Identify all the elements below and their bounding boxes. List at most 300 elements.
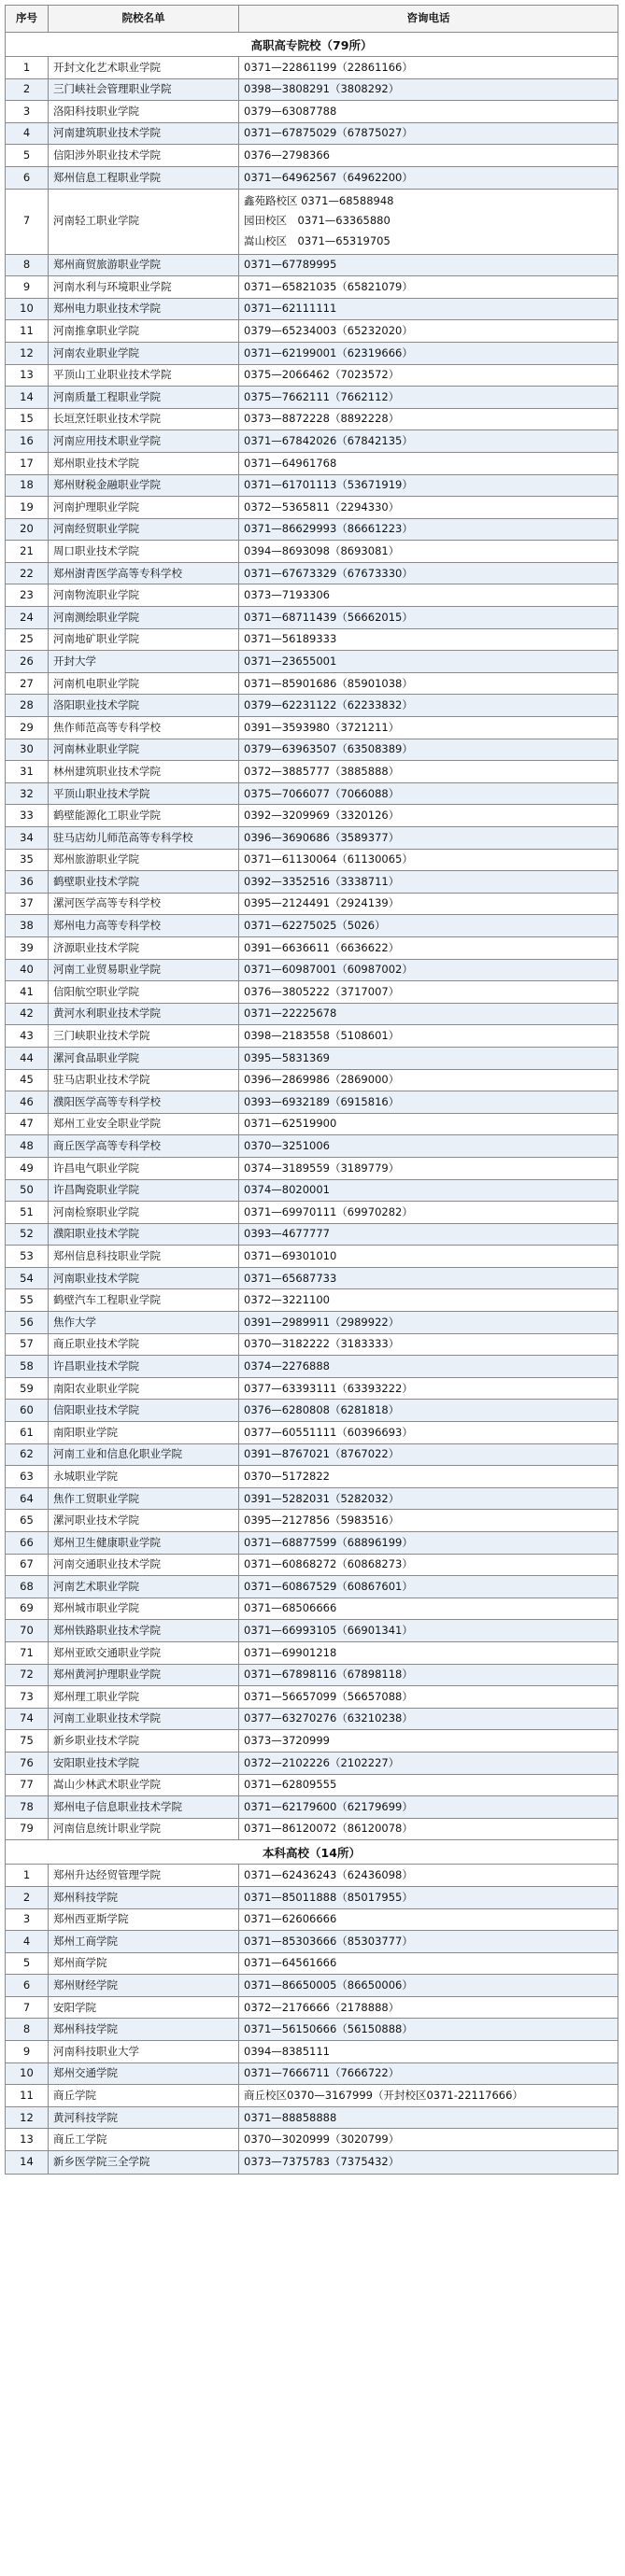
table-row <box>6 299 618 321</box>
table-row <box>6 1091 618 1114</box>
phone-number: 0391—5282031（5282032） <box>244 1491 400 1505</box>
table-row <box>6 1686 618 1709</box>
phone-number: 0371—66993105（66901341） <box>244 1624 413 1638</box>
table-row <box>6 1289 618 1312</box>
phone-cell <box>239 2041 618 2062</box>
phone-cell <box>239 475 618 497</box>
row-number: 1 <box>6 57 49 78</box>
table-row <box>6 1135 618 1158</box>
row-number: 77 <box>6 1775 49 1796</box>
row-number: 48 <box>6 1135 49 1157</box>
school-name: 河南交通职业技术学院 <box>49 1555 239 1576</box>
school-name: 三门峡职业技术学院 <box>49 1025 239 1047</box>
phone-cell <box>239 1642 618 1664</box>
school-name: 郑州理工职业学院 <box>49 1686 239 1708</box>
phone-number: 0396—3690686（3589377） <box>244 830 400 844</box>
table-row <box>6 101 618 123</box>
table-row <box>6 1730 618 1753</box>
phone-cell <box>239 1819 618 1840</box>
phone-cell <box>239 1953 618 1975</box>
row-number: 78 <box>6 1796 49 1818</box>
school-name: 郑州铁路职业技术学院 <box>49 1620 239 1641</box>
phone-cell <box>239 79 618 101</box>
phone-cell <box>239 1004 618 1025</box>
phone-number: 0373—8872228（8892228） <box>244 412 400 426</box>
phone-cell <box>239 1887 618 1908</box>
phone-number: 0379—62231122（62233832） <box>244 698 413 712</box>
table-row <box>6 651 618 673</box>
row-number: 10 <box>6 2063 49 2085</box>
phone-number: 0371—56657099（56657088） <box>244 1689 413 1703</box>
row-number: 29 <box>6 717 49 739</box>
row-number: 8 <box>6 2019 49 2040</box>
phone-number: 0371—23655001 <box>244 654 337 668</box>
school-name: 河南信息统计职业学院 <box>49 1819 239 1840</box>
phone-cell <box>239 1334 618 1356</box>
phone-number: 0371—61701113（53671919） <box>244 478 413 492</box>
phone-number: 0371—64561666 <box>244 1956 337 1970</box>
row-number: 33 <box>6 805 49 826</box>
table-row <box>6 937 618 960</box>
phone-number: 0375—7662111（7662112） <box>244 389 400 403</box>
row-number: 13 <box>6 2129 49 2150</box>
table-row <box>6 739 618 762</box>
phone-number: 0371—56189333 <box>244 632 337 646</box>
row-number: 24 <box>6 607 49 628</box>
phone-cell <box>239 1180 618 1202</box>
table-row <box>6 1532 618 1555</box>
school-name: 鹤壁职业技术学院 <box>49 871 239 893</box>
header-school: 院校名单 <box>49 6 239 32</box>
phone-cell <box>239 1975 618 1996</box>
school-contact-table <box>5 5 618 2175</box>
table-row <box>6 1246 618 1268</box>
row-number: 6 <box>6 167 49 189</box>
table-row <box>6 1202 618 1224</box>
phone-cell <box>239 1730 618 1752</box>
row-number: 76 <box>6 1753 49 1774</box>
school-name: 河南经贸职业学院 <box>49 519 239 541</box>
row-number: 11 <box>6 320 49 342</box>
table-row <box>6 167 618 190</box>
row-number: 38 <box>6 915 49 936</box>
table-row <box>6 1620 618 1642</box>
school-name: 郑州信息工程职业学院 <box>49 167 239 189</box>
phone-cell <box>239 320 618 342</box>
table-row <box>6 276 618 299</box>
phone-cell <box>239 1931 618 1952</box>
school-name: 许昌职业技术学院 <box>49 1356 239 1377</box>
row-number: 67 <box>6 1555 49 1576</box>
table-row <box>6 1158 618 1180</box>
row-number: 51 <box>6 1202 49 1223</box>
row-number: 59 <box>6 1378 49 1400</box>
table-row <box>6 915 618 937</box>
phone-cell <box>239 2019 618 2040</box>
phone-number: 0371—64962567（64962200） <box>244 170 413 184</box>
phone-number: 0371—68711439（56662015） <box>244 610 413 624</box>
phone-number: 0371—68877599（68896199） <box>244 1535 413 1549</box>
table-body <box>6 33 618 2174</box>
phone-number: 0376—3805222（3717007） <box>244 984 400 998</box>
phone-cell <box>239 1356 618 1377</box>
table-row <box>6 1953 618 1976</box>
school-name: 驻马店职业技术学院 <box>49 1070 239 1091</box>
row-number: 25 <box>6 629 49 651</box>
school-name: 河南质量工程职业学院 <box>49 387 239 408</box>
phone-number: 0371—61130064（61130065） <box>244 852 413 866</box>
phone-number: 0371—67789995 <box>244 258 337 272</box>
table-row <box>6 894 618 916</box>
school-name: 济源职业技术学院 <box>49 937 239 959</box>
row-number: 50 <box>6 1180 49 1202</box>
school-name: 河南工业和信息化职业学院 <box>49 1444 239 1466</box>
row-number: 23 <box>6 584 49 606</box>
row-number: 18 <box>6 475 49 497</box>
table-row <box>6 1048 618 1070</box>
phone-number: 0375—2066462（7023572） <box>244 368 400 382</box>
table-row <box>6 1070 618 1092</box>
table-row <box>6 850 618 872</box>
phone-cell <box>239 2085 618 2106</box>
phone-cell <box>239 409 618 430</box>
phone-cell <box>239 850 618 871</box>
table-row <box>6 2107 618 2130</box>
phone-number: 0371—62275025（5026） <box>244 919 386 933</box>
table-row <box>6 1665 618 1687</box>
school-name: 河南艺术职业学院 <box>49 1576 239 1598</box>
school-name: 鹤壁汽车工程职业学院 <box>49 1289 239 1311</box>
phone-cell <box>239 1135 618 1157</box>
row-number: 34 <box>6 827 49 849</box>
school-name: 河南职业技术学院 <box>49 1268 239 1289</box>
phone-cell <box>239 629 618 651</box>
table-header <box>6 6 618 33</box>
phone-cell <box>239 57 618 78</box>
school-name: 河南检察职业学院 <box>49 1202 239 1223</box>
school-name: 信阳航空职业学院 <box>49 981 239 1003</box>
school-name: 郑州科技学院 <box>49 1887 239 1908</box>
phone-cell <box>239 651 618 672</box>
school-name: 长垣烹饪职业技术学院 <box>49 409 239 430</box>
row-number: 12 <box>6 2107 49 2129</box>
school-name: 洛阳职业技术学院 <box>49 695 239 716</box>
school-name: 河南物流职业学院 <box>49 584 239 606</box>
school-name: 郑州财税金融职业学院 <box>49 475 239 497</box>
table-row <box>6 2151 618 2174</box>
row-number: 19 <box>6 497 49 518</box>
section-title: 高职高专院校（79所） <box>6 33 618 57</box>
row-number: 45 <box>6 1070 49 1091</box>
phone-number: 0371—60987001（60987002） <box>244 963 413 977</box>
school-name: 河南水利与环境职业学院 <box>49 276 239 298</box>
phone-number: 0370—3020999（3020799） <box>244 2133 400 2147</box>
phone-number: 0379—63963507（63508389） <box>244 742 413 756</box>
row-number: 71 <box>6 1642 49 1664</box>
phone-number: 0371—85303666（85303777） <box>244 1934 413 1948</box>
school-name: 安阳职业技术学院 <box>49 1753 239 1774</box>
table-row <box>6 1422 618 1444</box>
phone-number: 0371—7666711（7666722） <box>244 2066 400 2080</box>
row-number: 79 <box>6 1819 49 1840</box>
phone-cell <box>239 2151 618 2174</box>
table-row <box>6 761 618 783</box>
phone-number: 0398—3808291（3808292） <box>244 82 400 96</box>
row-number: 74 <box>6 1709 49 1730</box>
phone-cell <box>239 1775 618 1796</box>
table-row <box>6 409 618 431</box>
phone-cell <box>239 2063 618 2085</box>
school-name: 驻马店幼儿师范高等专科学校 <box>49 827 239 849</box>
phone-number: 0371—86629993（86661223） <box>244 522 413 536</box>
phone-cell <box>239 1114 618 1135</box>
phone-cell <box>239 387 618 408</box>
table-row <box>6 1796 618 1819</box>
school-name: 郑州电子信息职业技术学院 <box>49 1796 239 1818</box>
phone-cell <box>239 1378 618 1400</box>
school-name: 商丘学院 <box>49 2085 239 2106</box>
school-name: 漯河食品职业学院 <box>49 1048 239 1069</box>
phone-cell <box>239 1048 618 1069</box>
table-row <box>6 673 618 696</box>
table-row <box>6 475 618 498</box>
phone-number: 0371—56150666（56150888） <box>244 2022 413 2036</box>
school-name: 商丘职业技术学院 <box>49 1334 239 1356</box>
row-number: 32 <box>6 783 49 805</box>
phone-cell <box>239 1422 618 1443</box>
phone-cell <box>239 1532 618 1554</box>
school-name: 郑州职业技术学院 <box>49 453 239 474</box>
school-name: 平顶山职业技术学院 <box>49 783 239 805</box>
school-name: 河南建筑职业技术学院 <box>49 123 239 145</box>
row-number: 56 <box>6 1312 49 1333</box>
school-name: 郑州商学院 <box>49 1953 239 1975</box>
phone-number: 0372—2176666（2178888） <box>244 2000 400 2014</box>
row-number: 14 <box>6 2151 49 2174</box>
table-row <box>6 1356 618 1378</box>
phone-number: 0374—2276888 <box>244 1358 330 1372</box>
phone-number: 0395—2124491（2924139） <box>244 896 400 910</box>
row-number: 17 <box>6 453 49 474</box>
phone-number: 0371—86120072（86120078） <box>244 1822 413 1836</box>
table-row <box>6 2063 618 2086</box>
phone-number: 0377—63270276（63210238） <box>244 1711 413 1725</box>
row-number: 42 <box>6 1004 49 1025</box>
school-name: 焦作工贸职业学院 <box>49 1488 239 1510</box>
row-number: 6 <box>6 1975 49 1996</box>
table-row <box>6 629 618 652</box>
school-name: 郑州旅游职业学院 <box>49 850 239 871</box>
phone-cell <box>239 673 618 695</box>
phone-cell <box>239 365 618 387</box>
phone-number: 鑫苑路校区 0371—68588948 <box>244 194 394 208</box>
row-number: 70 <box>6 1620 49 1641</box>
row-number: 7 <box>6 190 49 254</box>
row-number: 63 <box>6 1466 49 1487</box>
school-name: 鹤壁能源化工职业学院 <box>49 805 239 826</box>
phone-number: 0371—62519900 <box>244 1117 337 1131</box>
phone-number: 0371—67898116（67898118） <box>244 1668 413 1682</box>
phone-number: 0391—8767021（8767022） <box>244 1447 400 1461</box>
school-name: 许昌电气职业学院 <box>49 1158 239 1179</box>
row-number: 1 <box>6 1865 49 1886</box>
phone-number: 0371—88858888 <box>244 2110 337 2124</box>
phone-cell <box>239 255 618 276</box>
row-number: 46 <box>6 1091 49 1113</box>
table-row <box>6 1444 618 1467</box>
phone-number: 0373—7375783（7375432） <box>244 2155 400 2169</box>
table-row <box>6 453 618 475</box>
school-name: 黄河水利职业技术学院 <box>49 1004 239 1025</box>
phone-number: 0373—7193306 <box>244 588 330 602</box>
phone-cell <box>239 1488 618 1510</box>
phone-number: 0371—60868272（60868273） <box>244 1557 413 1571</box>
row-number: 60 <box>6 1400 49 1421</box>
table-row <box>6 57 618 79</box>
school-name: 焦作大学 <box>49 1312 239 1333</box>
phone-cell <box>239 1909 618 1931</box>
phone-number: 商丘校区0370—3167999（开封校区0371-22117666） <box>244 2088 523 2102</box>
school-name: 郑州西亚斯学院 <box>49 1909 239 1931</box>
phone-cell <box>239 145 618 166</box>
row-number: 68 <box>6 1576 49 1598</box>
school-name: 郑州交通学院 <box>49 2063 239 2085</box>
phone-number: 0391—6636611（6636622） <box>244 940 400 954</box>
phone-number: 0379—63087788 <box>244 104 337 118</box>
school-name: 河南农业职业学院 <box>49 343 239 364</box>
row-number: 5 <box>6 1953 49 1975</box>
table-row <box>6 2041 618 2063</box>
phone-number: 0371—62606666 <box>244 1912 337 1926</box>
phone-cell <box>239 167 618 189</box>
phone-number: 0371—67842026（67842135） <box>244 434 413 447</box>
school-name: 河南护理职业学院 <box>49 497 239 518</box>
row-number: 53 <box>6 1246 49 1267</box>
phone-number: 0376—2798366 <box>244 148 330 162</box>
phone-cell <box>239 1289 618 1311</box>
phone-number: 0371—69901218 <box>244 1645 337 1659</box>
school-name: 河南推拿职业学院 <box>49 320 239 342</box>
row-number: 8 <box>6 255 49 276</box>
phone-number: 0372—5365811（2294330） <box>244 500 400 514</box>
phone-cell <box>239 761 618 782</box>
table-row <box>6 584 618 607</box>
row-number: 47 <box>6 1114 49 1135</box>
school-name: 郑州城市职业学院 <box>49 1598 239 1620</box>
row-number: 66 <box>6 1532 49 1554</box>
school-name: 濮阳职业技术学院 <box>49 1224 239 1246</box>
row-number: 16 <box>6 430 49 452</box>
row-number: 58 <box>6 1356 49 1377</box>
table-row <box>6 1334 618 1357</box>
phone-number: 0371—65821035（65821079） <box>244 279 413 293</box>
phone-number: 0371—69970111（69970282） <box>244 1204 413 1218</box>
phone-cell <box>239 1312 618 1333</box>
phone-number: 0371—62199001（62319666） <box>244 345 413 359</box>
school-name: 信阳职业技术学院 <box>49 1400 239 1421</box>
school-name: 河南科技职业大学 <box>49 2041 239 2062</box>
table-row <box>6 960 618 982</box>
school-name: 郑州商贸旅游职业学院 <box>49 255 239 276</box>
phone-number: 0372—3885777（3885888） <box>244 764 400 778</box>
row-number: 35 <box>6 850 49 871</box>
row-number: 61 <box>6 1422 49 1443</box>
phone-cell <box>239 1466 618 1487</box>
school-name: 郑州科技学院 <box>49 2019 239 2040</box>
phone-cell <box>239 1753 618 1774</box>
phone-number: 0393—4677777 <box>244 1227 330 1241</box>
school-name: 许昌陶瓷职业学院 <box>49 1180 239 1202</box>
school-name: 新乡医学院三全学院 <box>49 2151 239 2174</box>
school-name: 漯河职业技术学院 <box>49 1510 239 1531</box>
phone-number: 0371—22225678 <box>244 1006 337 1021</box>
row-number: 28 <box>6 695 49 716</box>
row-number: 44 <box>6 1048 49 1069</box>
table-row <box>6 695 618 717</box>
phone-number: 0374—8020001 <box>244 1183 330 1197</box>
row-number: 36 <box>6 871 49 893</box>
phone-number: 0374—3189559（3189779） <box>244 1161 400 1175</box>
phone-cell <box>239 981 618 1003</box>
school-name: 河南林业职业学院 <box>49 739 239 761</box>
phone-cell <box>239 1555 618 1576</box>
phone-number: 0371—85011888（85017955） <box>244 1890 413 1904</box>
phone-number: 0376—6280808（6281818） <box>244 1403 400 1417</box>
row-number: 43 <box>6 1025 49 1047</box>
school-name: 漯河医学高等专科学校 <box>49 894 239 915</box>
table-row <box>6 783 618 806</box>
phone-cell <box>239 1620 618 1641</box>
phone-cell <box>239 1510 618 1531</box>
school-name: 河南工业职业技术学院 <box>49 1709 239 1730</box>
row-number: 14 <box>6 387 49 408</box>
row-number: 39 <box>6 937 49 959</box>
table-row <box>6 563 618 585</box>
table-row <box>6 1488 618 1511</box>
row-number: 2 <box>6 1887 49 1908</box>
phone-cell <box>239 1598 618 1620</box>
phone-cell <box>239 1224 618 1246</box>
phone-number: 0391—3593980（3721211） <box>244 720 400 734</box>
table-row <box>6 145 618 167</box>
phone-number: 0394—8385111 <box>244 2044 330 2058</box>
phone-cell <box>239 827 618 849</box>
phone-number: 0373—3720999 <box>244 1734 330 1748</box>
row-number: 22 <box>6 563 49 584</box>
phone-cell <box>239 1444 618 1466</box>
phone-cell <box>239 1997 618 2019</box>
phone-number: 0372—3221100 <box>244 1293 330 1307</box>
row-number: 5 <box>6 145 49 166</box>
table-row <box>6 2019 618 2041</box>
row-number: 12 <box>6 343 49 364</box>
phone-cell <box>239 343 618 364</box>
phone-number: 0371—22861199（22861166） <box>244 60 413 74</box>
phone-cell <box>239 1158 618 1179</box>
phone-number: 0371—62179600（62179699） <box>244 1799 413 1813</box>
phone-number: 0371—62809555 <box>244 1778 337 1792</box>
phone-cell <box>239 123 618 145</box>
row-number: 52 <box>6 1224 49 1246</box>
table-row <box>6 519 618 542</box>
phone-cell <box>239 1400 618 1421</box>
phone-cell <box>239 2107 618 2129</box>
table-row <box>6 981 618 1004</box>
phone-number: 0395—2127856（5983516） <box>244 1513 400 1527</box>
phone-cell <box>239 1576 618 1598</box>
row-number: 72 <box>6 1665 49 1686</box>
phone-number: 0391—2989911（2989922） <box>244 1315 400 1329</box>
